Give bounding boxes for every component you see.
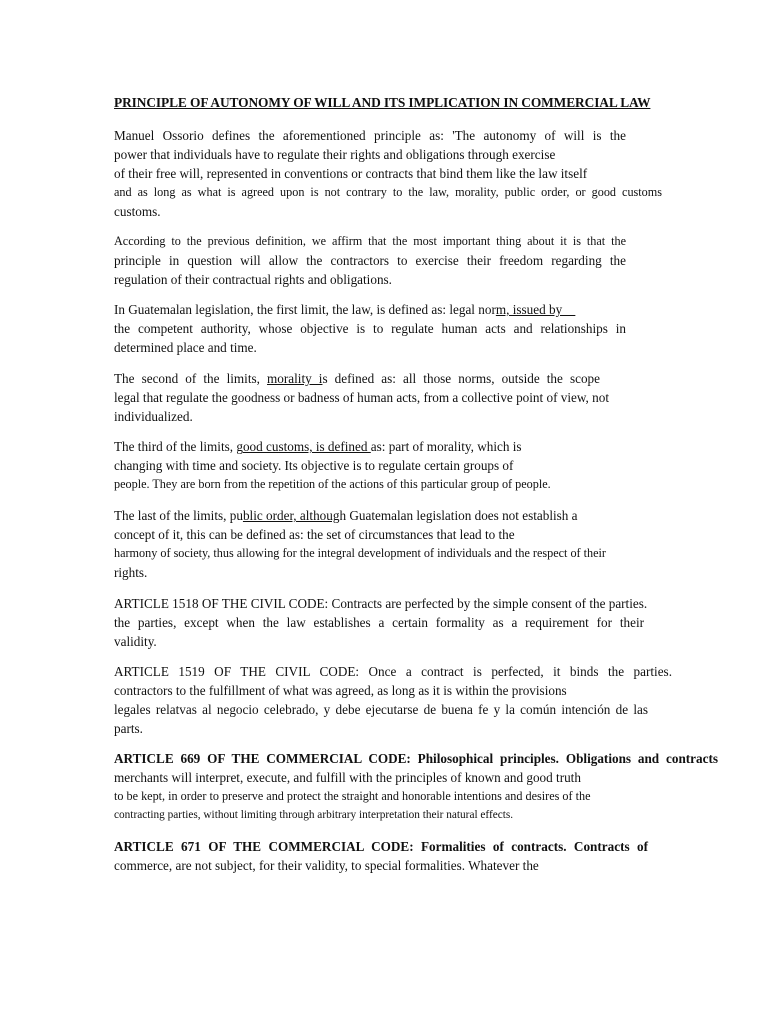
text-run: as: part of morality, which is	[370, 439, 522, 454]
document-title: PRINCIPLE OF AUTONOMY OF WILL AND ITS IMPLICATION IN COMMERCIAL LAW	[114, 95, 651, 110]
text-line	[114, 506, 626, 525]
text-line	[114, 300, 626, 319]
text-line: legal that regulate the goodness or badness of human acts, from a collective point of view, not	[114, 390, 609, 405]
text-line: contractors to the fulfillment of what was agreed, as long as it is within the provisions	[114, 683, 567, 698]
paragraph-public-order-limit	[114, 506, 626, 582]
text-run: The third of the limits, g	[114, 439, 243, 454]
text-line: of their free will, represented in conventions or contracts that bind them like the law itself	[114, 166, 588, 181]
text-line: parts.	[114, 721, 143, 736]
paragraph-article-671	[114, 837, 648, 875]
text-line: customs.	[114, 204, 161, 219]
text-line: the parties, except when the law establishes a certain formality as a requirement for their	[114, 615, 644, 630]
text-line: legales relatvas al negocio celebrado, y debe ejecutarse de buena fe y la común intención de las	[114, 702, 648, 717]
text-line	[114, 369, 600, 388]
text-line: Manuel Ossorio defines the aforementioned principle as: 'The autonomy of will is the	[114, 128, 626, 143]
text-line: regulation of their contractual rights and obligations.	[114, 272, 392, 287]
text-line: to be kept, in order to preserve and protect the straight and honorable intentions and desires of the	[114, 789, 591, 803]
paragraph-article-1519	[114, 662, 672, 738]
text-line: power that individuals have to regulate their rights and obligations through exercise	[114, 147, 556, 162]
text-line: and as long as what is agreed upon is not contrary to the law, morality, public order, or good customs	[114, 185, 662, 199]
paragraph-morality-limit	[114, 369, 626, 426]
underlined-text: m, issued by	[495, 302, 576, 317]
text-line: principle in question will allow the contractors to exercise their freedom regarding the	[114, 253, 626, 268]
paragraph-ossorio-definition	[114, 126, 662, 221]
text-line: rights.	[114, 565, 148, 580]
underlined-text: ood customs, is defined	[242, 439, 371, 454]
text-line: contracting parties, without limiting through arbitrary interpretation their natural effects.	[114, 809, 514, 821]
paragraph-article-669	[114, 749, 718, 825]
text-line: the competent authority, whose objective is to regulate human acts and relationships in	[114, 321, 626, 336]
text-line	[114, 437, 626, 456]
text-line: ARTICLE 669 OF THE COMMERCIAL CODE: Philosophical principles. Obligations and contracts	[114, 751, 718, 766]
text-line: individualized.	[114, 409, 193, 424]
text-run: h Guatemalan legislation does not establish a	[339, 508, 578, 523]
paragraph-law-limit	[114, 300, 626, 357]
text-line: changing with time and society. Its objective is to regulate certain groups of	[114, 458, 514, 473]
text-run: s defined as: all those norms, outside the scope	[322, 371, 600, 386]
paragraph-previous-definition	[114, 232, 626, 289]
text-line: ARTICLE 671 OF THE COMMERCIAL CODE: Formalities of contracts. Contracts of	[114, 839, 648, 854]
text-line: ARTICLE 1518 OF THE CIVIL CODE: Contracts are perfected by the simple consent of the parties.	[114, 596, 648, 611]
text-line: harmony of society, thus allowing for the integral development of individuals and the respect of their	[114, 546, 606, 560]
text-run: The last of the limits, pu	[114, 508, 243, 523]
paragraph-article-1518	[114, 594, 648, 651]
underlined-text: morality i	[267, 371, 323, 386]
text-line: people. They are born from the repetition of the actions of this particular group of people.	[114, 477, 551, 491]
text-line: merchants will interpret, execute, and fulfill with the principles of known and good truth	[114, 770, 581, 785]
text-line: commerce, are not subject, for their validity, to special formalities. Whatever the	[114, 858, 539, 873]
text-line: concept of it, this can be defined as: the set of circumstances that lead to the	[114, 527, 515, 542]
text-line: According to the previous definition, we affirm that the most important thing about it is that the	[114, 234, 626, 248]
text-line: determined place and time.	[114, 340, 257, 355]
underlined-text: blic order, althoug	[242, 508, 340, 523]
text-line: ARTICLE 1519 OF THE CIVIL CODE: Once a contract is perfected, it binds the parties.	[114, 664, 672, 679]
paragraph-good-customs-limit	[114, 437, 626, 494]
text-line: validity.	[114, 634, 157, 649]
text-run: In Guatemalan legislation, the first limit, the law, is defined as: legal nor	[114, 302, 496, 317]
text-run: The second of the limits,	[114, 371, 268, 386]
